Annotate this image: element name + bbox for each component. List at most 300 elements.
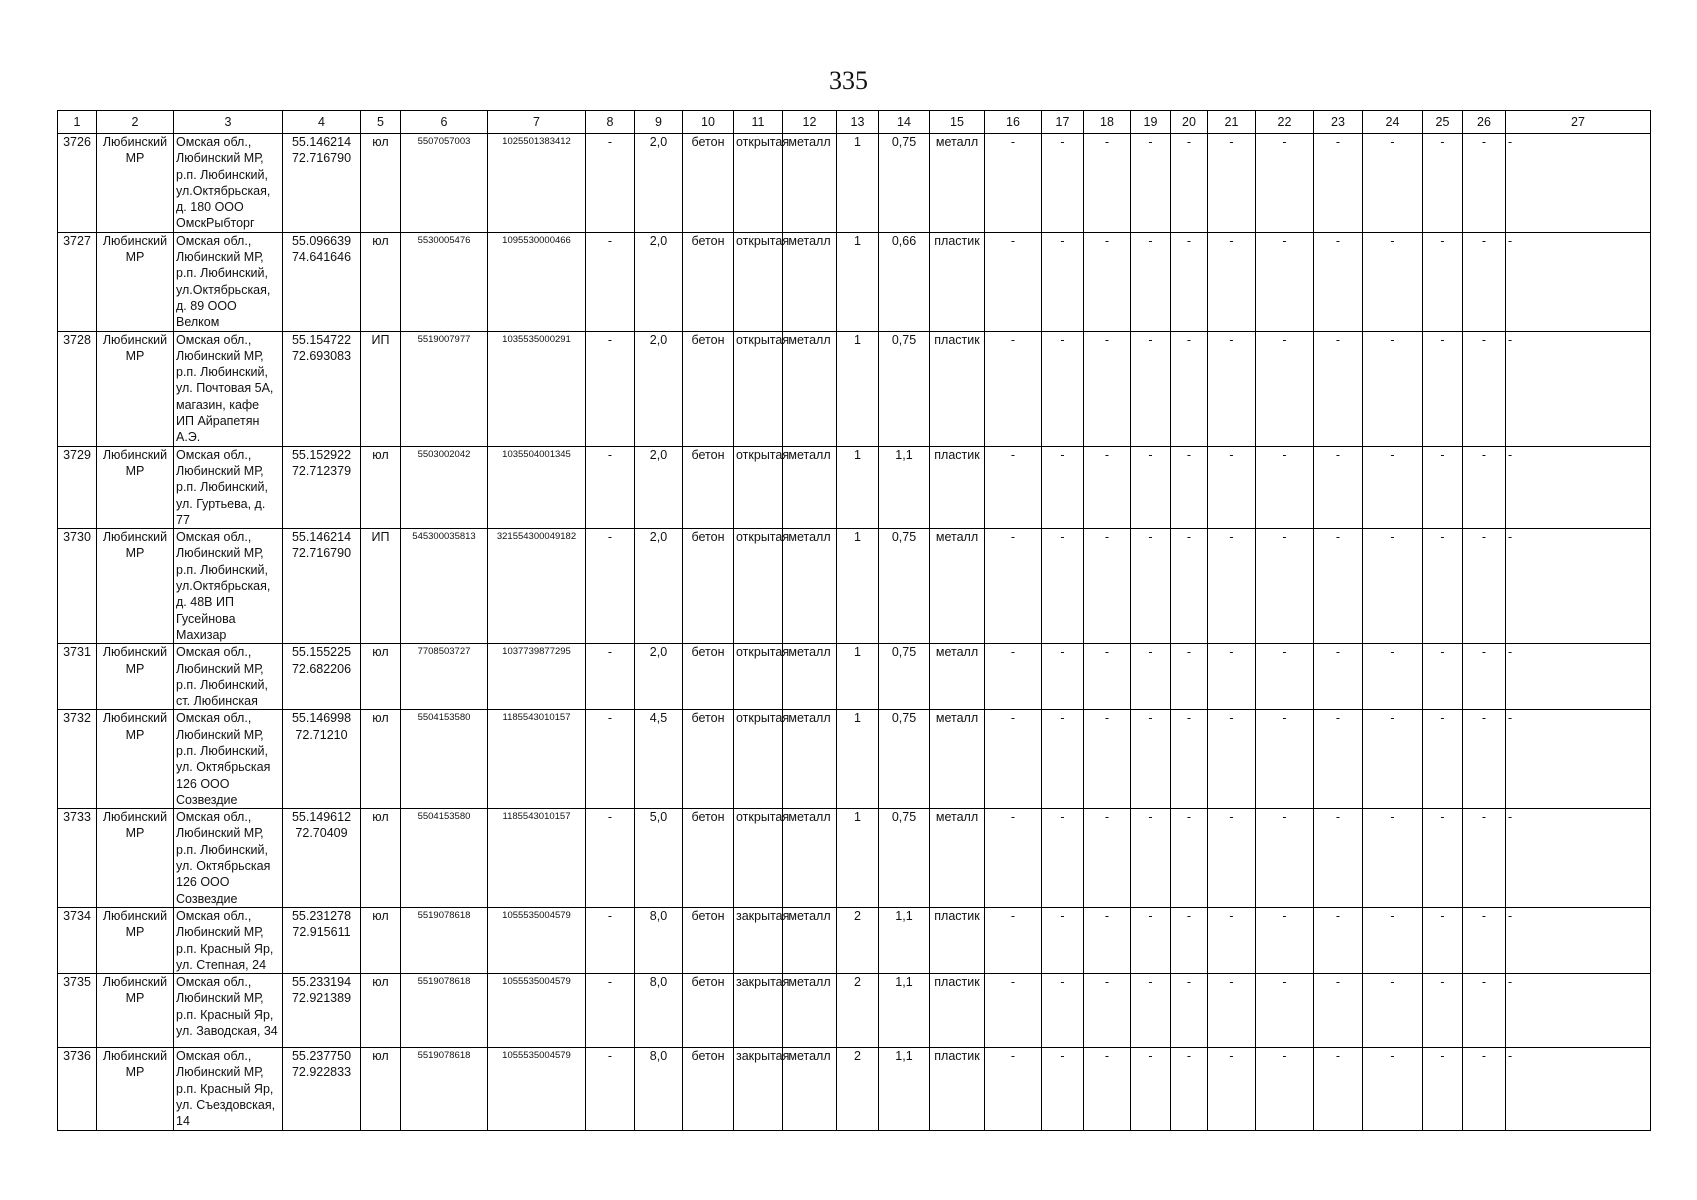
cell-c22: - [1256, 907, 1314, 973]
table-row [58, 134, 1651, 233]
cell-type: юл [361, 907, 401, 973]
cell-c16: - [985, 644, 1042, 710]
column-header-13: 13 [837, 111, 879, 134]
cell-c22: - [1256, 644, 1314, 710]
column-header-20: 20 [1171, 111, 1208, 134]
cell-c18: - [1084, 644, 1131, 710]
cell-id: 3733 [58, 809, 97, 908]
cell-district: Любинский МР [97, 1048, 174, 1130]
cell-c10: бетон [683, 1048, 734, 1130]
cell-c11: открытая [734, 809, 783, 908]
cell-c13: 2 [837, 1048, 879, 1130]
cell-c15: пластик [930, 232, 985, 331]
cell-address: Омская обл., Любинский МР, р.п. Красный Яр, ул. Съездовская, 14 [174, 1048, 283, 1130]
cell-c9: 2,0 [635, 644, 683, 710]
cell-c15: металл [930, 809, 985, 908]
cell-c25: - [1423, 529, 1463, 644]
cell-district: Любинский МР [97, 809, 174, 908]
cell-c23: - [1314, 974, 1363, 1048]
cell-c21: - [1208, 529, 1256, 644]
cell-c8: - [586, 644, 635, 710]
cell-c23: - [1314, 907, 1363, 973]
cell-c26: - [1463, 232, 1506, 331]
cell-c16: - [985, 809, 1042, 908]
cell-c16: - [985, 529, 1042, 644]
cell-c9: 8,0 [635, 1048, 683, 1130]
cell-ogrn: 1185543010157 [488, 710, 586, 809]
cell-c17: - [1042, 232, 1084, 331]
cell-c25: - [1423, 1048, 1463, 1130]
cell-c9: 4,5 [635, 710, 683, 809]
cell-c13: 1 [837, 134, 879, 233]
cell-id: 3728 [58, 331, 97, 446]
cell-c21: - [1208, 446, 1256, 528]
cell-c9: 2,0 [635, 529, 683, 644]
cell-c20: - [1171, 134, 1208, 233]
cell-district: Любинский МР [97, 644, 174, 710]
cell-coordinates [283, 1048, 361, 1130]
cell-c24: - [1363, 907, 1423, 973]
cell-c23: - [1314, 1048, 1363, 1130]
cell-c12: металл [783, 529, 837, 644]
cell-c25: - [1423, 974, 1463, 1048]
cell-c24: - [1363, 710, 1423, 809]
cell-type: ИП [361, 331, 401, 446]
cell-inn: 5519007977 [401, 331, 488, 446]
cell-c10: бетон [683, 331, 734, 446]
cell-coordinates [283, 232, 361, 331]
cell-c14: 0,75 [879, 134, 930, 233]
cell-c25: - [1423, 331, 1463, 446]
cell-c23: - [1314, 232, 1363, 331]
cell-c25: - [1423, 134, 1463, 233]
cell-c17: - [1042, 809, 1084, 908]
cell-c11: открытая [734, 710, 783, 809]
cell-longitude: 72.712379 [291, 463, 352, 478]
column-header-16: 16 [985, 111, 1042, 134]
cell-id: 3730 [58, 529, 97, 644]
table-row [58, 907, 1651, 973]
cell-address: Омская обл., Любинский МР, р.п. Любинский, ул.Октябрьская, д. 48В ИП Гусейнова Махизар [174, 529, 283, 644]
cell-c20: - [1171, 809, 1208, 908]
cell-c23: - [1314, 529, 1363, 644]
cell-id: 3729 [58, 446, 97, 528]
cell-c25: - [1423, 907, 1463, 973]
cell-coordinates [283, 974, 361, 1048]
cell-c17: - [1042, 134, 1084, 233]
cell-c13: 2 [837, 907, 879, 973]
table-row [58, 809, 1651, 908]
column-header-18: 18 [1084, 111, 1131, 134]
cell-c20: - [1171, 446, 1208, 528]
cell-c15: металл [930, 134, 985, 233]
cell-latitude: 55.237750 [291, 1049, 352, 1064]
table-row [58, 529, 1651, 644]
cell-c22: - [1256, 331, 1314, 446]
cell-c21: - [1208, 134, 1256, 233]
cell-c15: металл [930, 529, 985, 644]
cell-c9: 8,0 [635, 974, 683, 1048]
cell-c26: - [1463, 710, 1506, 809]
cell-inn: 5530005476 [401, 232, 488, 331]
cell-c17: - [1042, 446, 1084, 528]
cell-longitude: 72.682206 [291, 661, 352, 676]
cell-c8: - [586, 1048, 635, 1130]
cell-c14: 1,1 [879, 974, 930, 1048]
cell-c13: 1 [837, 809, 879, 908]
column-header-6: 6 [401, 111, 488, 134]
cell-ogrn: 1025501383412 [488, 134, 586, 233]
cell-c10: бетон [683, 232, 734, 331]
cell-c12: металл [783, 134, 837, 233]
cell-c14: 0,75 [879, 331, 930, 446]
cell-c21: - [1208, 644, 1256, 710]
cell-id: 3726 [58, 134, 97, 233]
cell-address: Омская обл., Любинский МР, р.п. Любинский, ст. Любинская [174, 644, 283, 710]
cell-latitude: 55.146214 [291, 530, 352, 545]
cell-inn: 5519078618 [401, 1048, 488, 1130]
cell-type: юл [361, 1048, 401, 1130]
cell-c24: - [1363, 232, 1423, 331]
cell-coordinates [283, 331, 361, 446]
cell-c15: пластик [930, 974, 985, 1048]
cell-c20: - [1171, 529, 1208, 644]
cell-c27: - [1506, 529, 1651, 644]
cell-c9: 2,0 [635, 232, 683, 331]
cell-id: 3734 [58, 907, 97, 973]
cell-c22: - [1256, 134, 1314, 233]
cell-c24: - [1363, 644, 1423, 710]
cell-longitude: 72.716790 [291, 151, 352, 166]
cell-coordinates [283, 134, 361, 233]
column-header-2: 2 [97, 111, 174, 134]
cell-c13: 1 [837, 232, 879, 331]
cell-coordinates [283, 644, 361, 710]
column-header-22: 22 [1256, 111, 1314, 134]
cell-address: Омская обл., Любинский МР, р.п. Красный Яр, ул. Заводская, 34 [174, 974, 283, 1048]
cell-c12: металл [783, 1048, 837, 1130]
cell-c27: - [1506, 809, 1651, 908]
cell-c12: металл [783, 232, 837, 331]
cell-id: 3735 [58, 974, 97, 1048]
cell-c27: - [1506, 331, 1651, 446]
cell-type: ИП [361, 529, 401, 644]
column-header-5: 5 [361, 111, 401, 134]
cell-coordinates [283, 710, 361, 809]
cell-c18: - [1084, 974, 1131, 1048]
cell-c16: - [985, 710, 1042, 809]
cell-c26: - [1463, 907, 1506, 973]
column-header-11: 11 [734, 111, 783, 134]
cell-longitude: 72.922833 [291, 1065, 352, 1080]
cell-c17: - [1042, 529, 1084, 644]
cell-district: Любинский МР [97, 907, 174, 973]
registry-table [57, 110, 1651, 1131]
cell-c21: - [1208, 331, 1256, 446]
cell-c15: пластик [930, 907, 985, 973]
column-header-12: 12 [783, 111, 837, 134]
column-header-23: 23 [1314, 111, 1363, 134]
cell-c21: - [1208, 809, 1256, 908]
cell-district: Любинский МР [97, 331, 174, 446]
cell-type: юл [361, 232, 401, 331]
cell-c14: 0,75 [879, 809, 930, 908]
cell-c22: - [1256, 809, 1314, 908]
cell-c18: - [1084, 809, 1131, 908]
cell-c12: металл [783, 710, 837, 809]
cell-c26: - [1463, 134, 1506, 233]
cell-type: юл [361, 134, 401, 233]
cell-c12: металл [783, 974, 837, 1048]
cell-c16: - [985, 907, 1042, 973]
column-header-8: 8 [586, 111, 635, 134]
cell-c22: - [1256, 710, 1314, 809]
cell-inn: 545300035813 [401, 529, 488, 644]
cell-c20: - [1171, 907, 1208, 973]
cell-c25: - [1423, 809, 1463, 908]
cell-c10: бетон [683, 710, 734, 809]
cell-address: Омская обл., Любинский МР, р.п. Красный Яр, ул. Степная, 24 [174, 907, 283, 973]
cell-ogrn: 1035504001345 [488, 446, 586, 528]
column-header-1: 1 [58, 111, 97, 134]
cell-c20: - [1171, 232, 1208, 331]
cell-c19: - [1131, 907, 1171, 973]
cell-c11: закрытая [734, 907, 783, 973]
cell-ogrn: 1055535004579 [488, 907, 586, 973]
cell-c15: пластик [930, 1048, 985, 1130]
cell-c24: - [1363, 446, 1423, 528]
cell-c23: - [1314, 710, 1363, 809]
cell-c8: - [586, 809, 635, 908]
cell-c18: - [1084, 710, 1131, 809]
cell-c9: 2,0 [635, 331, 683, 446]
cell-inn: 5519078618 [401, 974, 488, 1048]
cell-c19: - [1131, 644, 1171, 710]
cell-c12: металл [783, 907, 837, 973]
cell-c8: - [586, 232, 635, 331]
cell-c19: - [1131, 809, 1171, 908]
cell-c18: - [1084, 907, 1131, 973]
cell-ogrn: 321554300049182 [488, 529, 586, 644]
cell-c22: - [1256, 232, 1314, 331]
cell-latitude: 55.155225 [291, 645, 352, 660]
cell-address: Омская обл., Любинский МР, р.п. Любинский, ул.Октябрьская, д. 89 ООО Велком [174, 232, 283, 331]
cell-c9: 2,0 [635, 134, 683, 233]
cell-district: Любинский МР [97, 232, 174, 331]
cell-inn: 7708503727 [401, 644, 488, 710]
cell-c25: - [1423, 644, 1463, 710]
cell-c14: 1,1 [879, 446, 930, 528]
cell-c13: 1 [837, 446, 879, 528]
cell-c22: - [1256, 974, 1314, 1048]
column-header-3: 3 [174, 111, 283, 134]
cell-coordinates [283, 809, 361, 908]
cell-c18: - [1084, 232, 1131, 331]
cell-ogrn: 1035535000291 [488, 331, 586, 446]
cell-c12: металл [783, 809, 837, 908]
cell-coordinates [283, 529, 361, 644]
cell-c13: 1 [837, 644, 879, 710]
cell-latitude: 55.146214 [291, 135, 352, 149]
cell-c23: - [1314, 809, 1363, 908]
cell-address: Омская обл., Любинский МР, р.п. Любинский, ул. Октябрьская 126 ООО Созвездие [174, 809, 283, 908]
cell-c19: - [1131, 331, 1171, 446]
cell-c23: - [1314, 644, 1363, 710]
column-header-15: 15 [930, 111, 985, 134]
cell-c19: - [1131, 232, 1171, 331]
cell-c24: - [1363, 529, 1423, 644]
cell-c11: открытая [734, 644, 783, 710]
cell-c13: 1 [837, 710, 879, 809]
cell-ogrn: 1037739877295 [488, 644, 586, 710]
cell-c18: - [1084, 446, 1131, 528]
cell-district: Любинский МР [97, 710, 174, 809]
cell-c8: - [586, 134, 635, 233]
cell-type: юл [361, 710, 401, 809]
cell-c14: 1,1 [879, 1048, 930, 1130]
column-header-19: 19 [1131, 111, 1171, 134]
cell-c20: - [1171, 644, 1208, 710]
cell-longitude: 74.641646 [291, 250, 352, 265]
cell-c26: - [1463, 809, 1506, 908]
cell-address: Омская обл., Любинский МР, р.п. Любинский, ул. Октябрьская 126 ООО Созвездие [174, 710, 283, 809]
cell-c27: - [1506, 1048, 1651, 1130]
cell-c23: - [1314, 446, 1363, 528]
cell-c10: бетон [683, 809, 734, 908]
cell-c27: - [1506, 974, 1651, 1048]
cell-c26: - [1463, 529, 1506, 644]
table-row [58, 446, 1651, 528]
column-header-7: 7 [488, 111, 586, 134]
cell-c25: - [1423, 710, 1463, 809]
cell-district: Любинский МР [97, 529, 174, 644]
column-header-21: 21 [1208, 111, 1256, 134]
cell-coordinates [283, 907, 361, 973]
cell-c13: 2 [837, 974, 879, 1048]
cell-c24: - [1363, 134, 1423, 233]
cell-inn: 5507057003 [401, 134, 488, 233]
column-header-26: 26 [1463, 111, 1506, 134]
cell-c16: - [985, 446, 1042, 528]
cell-c9: 8,0 [635, 907, 683, 973]
cell-longitude: 72.915611 [292, 925, 351, 940]
cell-c21: - [1208, 907, 1256, 973]
cell-c8: - [586, 710, 635, 809]
cell-c16: - [985, 331, 1042, 446]
cell-c8: - [586, 331, 635, 446]
cell-c8: - [586, 446, 635, 528]
cell-ogrn: 1185543010157 [488, 809, 586, 908]
column-header-10: 10 [683, 111, 734, 134]
cell-c8: - [586, 974, 635, 1048]
cell-c10: бетон [683, 529, 734, 644]
cell-c20: - [1171, 331, 1208, 446]
cell-c11: открытая [734, 529, 783, 644]
cell-c19: - [1131, 134, 1171, 233]
cell-inn: 5504153580 [401, 710, 488, 809]
table-row [58, 1048, 1651, 1130]
cell-c8: - [586, 529, 635, 644]
cell-c15: металл [930, 710, 985, 809]
cell-c22: - [1256, 446, 1314, 528]
cell-c19: - [1131, 1048, 1171, 1130]
cell-c17: - [1042, 1048, 1084, 1130]
cell-c12: металл [783, 644, 837, 710]
cell-c8: - [586, 907, 635, 973]
cell-c12: металл [783, 331, 837, 446]
cell-c16: - [985, 974, 1042, 1048]
cell-c12: металл [783, 446, 837, 528]
header-row [58, 111, 1651, 134]
cell-district: Любинский МР [97, 446, 174, 528]
cell-c27: - [1506, 134, 1651, 233]
column-header-4: 4 [283, 111, 361, 134]
cell-id: 3727 [58, 232, 97, 331]
cell-inn: 5503002042 [401, 446, 488, 528]
cell-inn: 5519078618 [401, 907, 488, 973]
cell-c10: бетон [683, 644, 734, 710]
cell-c21: - [1208, 710, 1256, 809]
cell-latitude: 55.149612 [291, 810, 352, 825]
cell-c26: - [1463, 1048, 1506, 1130]
cell-c27: - [1506, 232, 1651, 331]
cell-address: Омская обл., Любинский МР, р.п. Любинский, ул. Почтовая 5А, магазин, кафе ИП Айрапетян А.Э. [174, 331, 283, 446]
table-body [58, 134, 1651, 1131]
cell-c21: - [1208, 974, 1256, 1048]
cell-c10: бетон [683, 974, 734, 1048]
column-header-25: 25 [1423, 111, 1463, 134]
cell-c24: - [1363, 1048, 1423, 1130]
cell-c27: - [1506, 710, 1651, 809]
cell-c24: - [1363, 809, 1423, 908]
column-header-24: 24 [1363, 111, 1423, 134]
cell-latitude: 55.231278 [291, 908, 352, 923]
cell-c15: пластик [930, 331, 985, 446]
cell-c14: 1,1 [879, 907, 930, 973]
cell-c18: - [1084, 1048, 1131, 1130]
cell-c11: открытая [734, 232, 783, 331]
cell-c27: - [1506, 644, 1651, 710]
cell-c26: - [1463, 974, 1506, 1048]
cell-c16: - [985, 134, 1042, 233]
cell-c22: - [1256, 1048, 1314, 1130]
cell-c11: закрытая [734, 974, 783, 1048]
cell-c11: открытая [734, 446, 783, 528]
cell-longitude: 72.921389 [291, 991, 352, 1006]
cell-longitude: 72.71210 [295, 727, 348, 742]
column-header-27: 27 [1506, 111, 1651, 134]
cell-c11: открытая [734, 134, 783, 233]
cell-c18: - [1084, 134, 1131, 233]
cell-district: Любинский МР [97, 974, 174, 1048]
cell-c17: - [1042, 974, 1084, 1048]
cell-c22: - [1256, 529, 1314, 644]
cell-c21: - [1208, 1048, 1256, 1130]
cell-id: 3732 [58, 710, 97, 809]
cell-c9: 2,0 [635, 446, 683, 528]
cell-ogrn: 1095530000466 [488, 232, 586, 331]
cell-c17: - [1042, 644, 1084, 710]
cell-c23: - [1314, 134, 1363, 233]
cell-c20: - [1171, 974, 1208, 1048]
cell-c17: - [1042, 331, 1084, 446]
column-header-17: 17 [1042, 111, 1084, 134]
cell-type: юл [361, 644, 401, 710]
cell-address: Омская обл., Любинский МР, р.п. Любинский, ул.Октябрьская, д. 180 ООО ОмскРыбторг [174, 134, 283, 233]
cell-c11: открытая [734, 331, 783, 446]
cell-c14: 0,75 [879, 710, 930, 809]
cell-coordinates [283, 446, 361, 528]
